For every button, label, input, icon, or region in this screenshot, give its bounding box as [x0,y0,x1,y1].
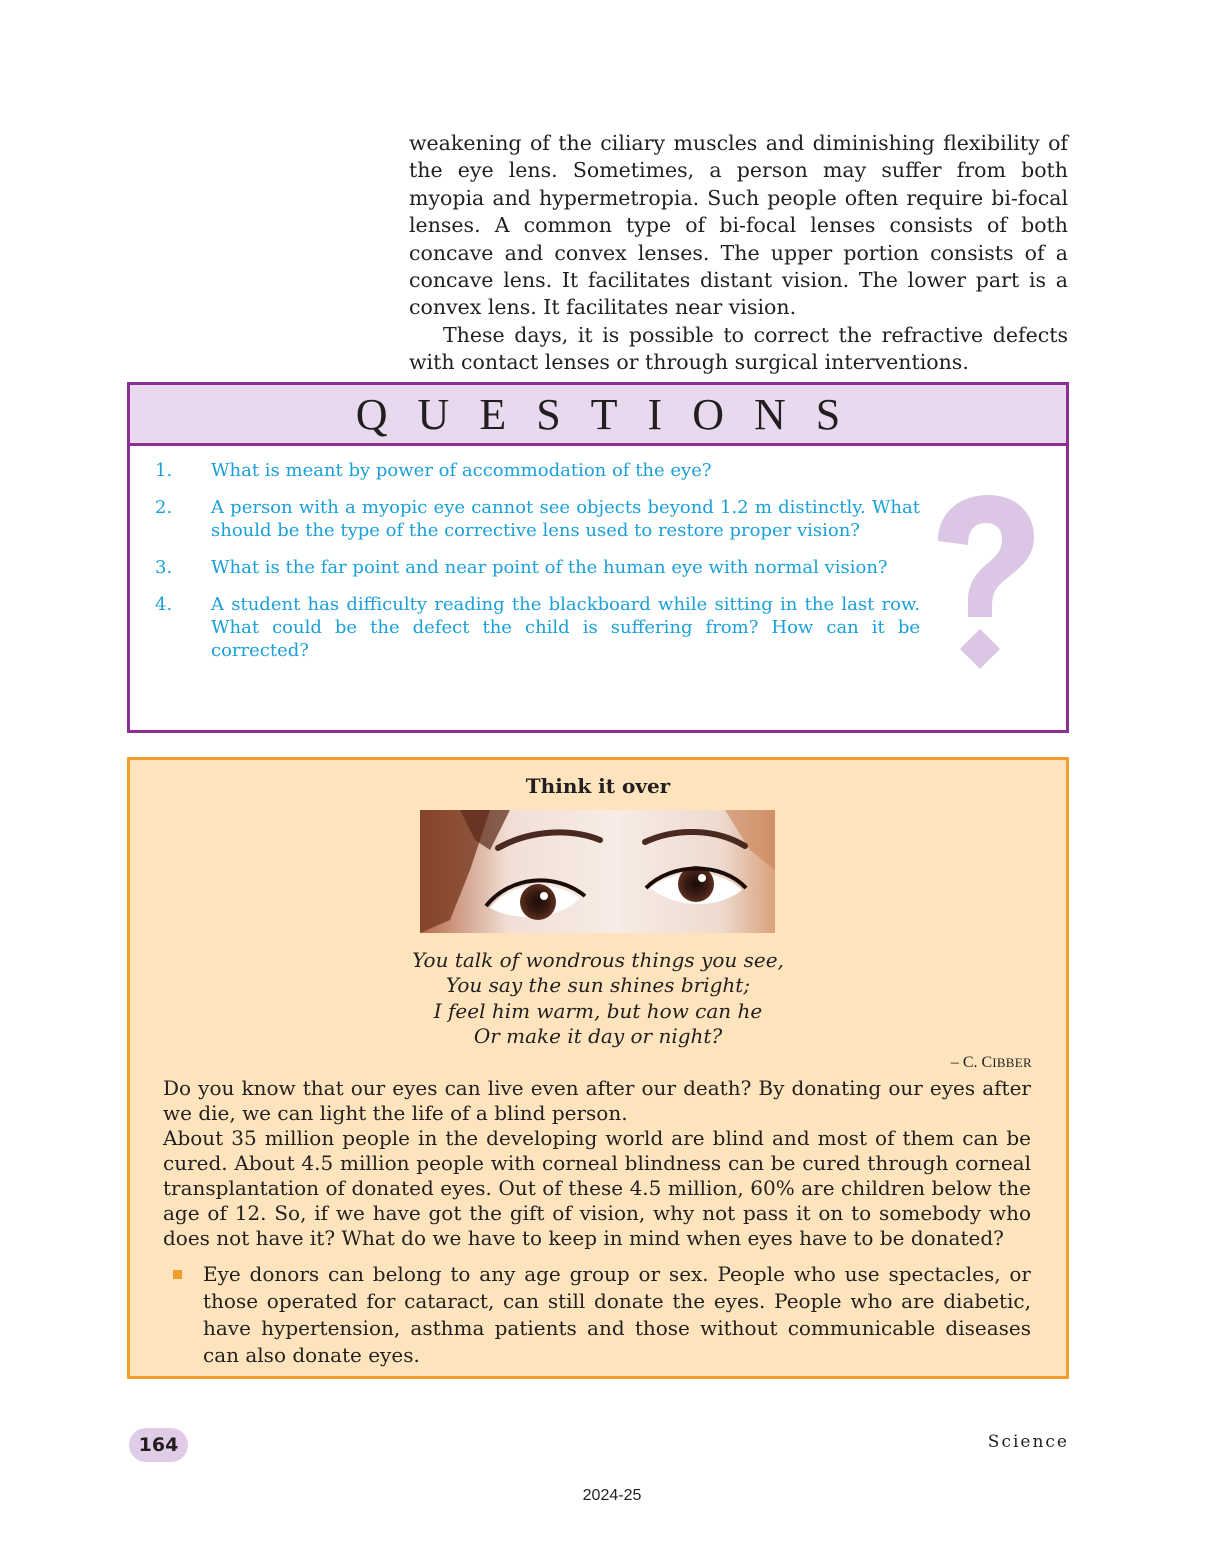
question-number: 1. [155,460,173,481]
think-it-over-box [127,757,1069,1379]
question-item [130,593,920,662]
questions-box [127,382,1069,733]
think-paragraph-1: Do you know that our eyes can live even after our death? By donating our eyes after we die, we can light the life of a blind person. [163,1076,1031,1125]
poem-line: You talk of wondrous things you see, [412,948,784,972]
bullet-item [163,1261,1031,1369]
question-text: What is the far point and near point of the human eye with normal vision? [211,557,888,578]
question-number: 2. [155,497,173,518]
intro-text [409,130,1068,377]
think-paragraph-2: About 35 million people in the developing world are blind and most of them can be cured. About 4.5 million people with corneal blindness can be cured through corneal transplantation of donated eyes. Out of these 4.5 million, 60% are children below the age of 12. So, if we have got the gift of vision, why not pass it on to somebody who does not have it? What do we have to keep in mind when eyes have to be donated? [163,1126,1031,1250]
question-text: A person with a myopic eye cannot see objects beyond 1.2 m distinctly. What should be the type of the corrective lens used to restore proper vision? [211,497,920,541]
think-body [163,1076,1031,1369]
question-item [130,556,920,579]
question-text: What is meant by power of accommodation of the eye? [211,460,712,481]
question-item [130,459,920,482]
think-title: Think it over [525,774,671,798]
bullet-text: Eye donors can belong to any age group or sex. People who use spectacles, or those operated for cataract, can still donate the eyes. People who are diabetic, have hypertension, asthma patients and those without communicable diseases can also donate eyes. [203,1262,1031,1367]
page-number: 164 [129,1428,188,1462]
question-item [130,496,920,542]
bullet-square-icon [163,1261,203,1369]
poem-line: You say the sun shines bright; [445,973,751,998]
intro-paragraph-1: weakening of the ciliary muscles and diminishing flexibility of the eye lens. Sometimes, a person may suffer from both myopia and hypermetropia. Such people often require bi-focal lenses. A common type of bi-focal lenses consists of both concave and convex lenses. The upper portion consists of a concave lens. It facilitates distant vision. The lower part is a convex lens. It facilitates near vision. [409,131,1068,320]
question-text: A student has difficulty reading the blackboard while sitting in the last row. What could be the defect the child is suffering from? How can it be corrected? [211,594,920,661]
poem [130,948,1066,1050]
credit-prefix: – C. C [950,1054,993,1071]
question-mark-icon [930,495,1040,675]
poem-line: I feel him warm, but how can he [433,998,763,1023]
credit-small-caps: IBBER [992,1055,1032,1070]
question-number: 3. [155,557,173,578]
eyes-photo [420,810,775,933]
poem-credit [951,1054,1032,1072]
questions-heading: QUESTIONS [130,385,1066,446]
subject-label: Science [987,1432,1069,1452]
poem-line: Or make it day or night? [473,1024,723,1049]
edition-year: 2024-25 [582,1487,642,1504]
questions-list [130,459,920,676]
question-number: 4. [155,594,173,615]
intro-paragraph-2: These days, it is possible to correct the refractive defects with contact lenses or through surgical interventions. [409,322,1068,375]
